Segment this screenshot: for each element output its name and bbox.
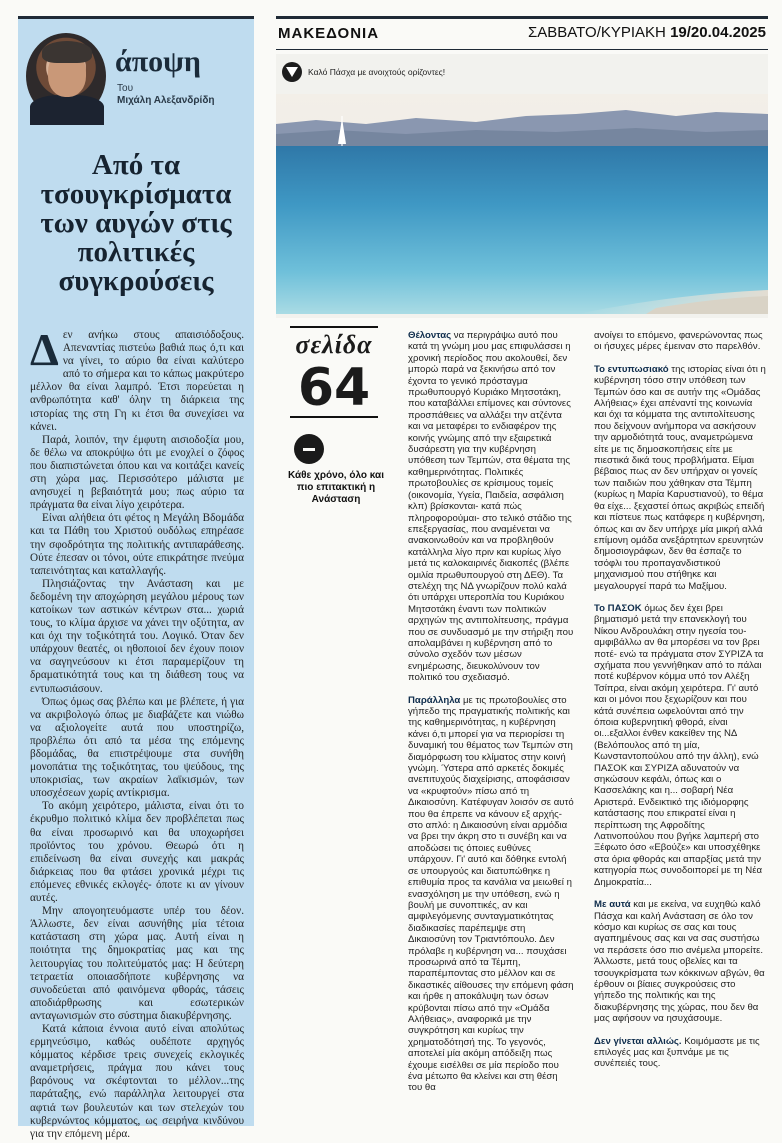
issue-date-value: 19/20.04.2025 bbox=[670, 24, 766, 41]
page-box bbox=[290, 326, 378, 418]
photo-caption: Καλό Πάσχα με ανοιχτούς ορίζοντες! bbox=[308, 67, 446, 77]
issue-days: ΣΑΒΒΑΤΟ/ΚΥΡΙΑΚΗ bbox=[527, 24, 666, 41]
caption-arrow-icon bbox=[282, 62, 302, 82]
drop-cap: Δ bbox=[30, 324, 59, 375]
article-paragraph: Θέλοντας να περιγράψω αυτό που κατά τη γνώμη μου μας επιφυλάσσει η χρονική περίοδος που ακολουθεί, δεν μπορώ παρά να ξεκινήσω από τον έχοντα το γενικό πρόσταγμα πρωθυπουργό Κυριάκο Μητσοτάκη, που καταβάλλει επίμονες και σύντονες προσπάθειες να αλλάξει την ατζέντα και να μεταφέρει το ενδιαφέρον της κοινής γνώμης από την εξαιρετικά δυσάρεστη για την κυβέρνηση υπόθεση των Τεμπών, στα θέματα της καθημερινότητας. Πολιτικές πρωτοβουλίες σε κρίσιμους τομείς (οικονομία, Υγεία, Παιδεία, ασφάλιση κλπ) βρίσκονται- κατά πώς πληροφορούμαι- στο τελικό στάδιο της επεξεργασίας, που αναμένεται να ανακοινωθούν και να προβληθούν κατάλληλα λίγο πριν και κυρίως λίγο μετά τις καλοκαιρινές διακοπές (βλέπε ομιλία πρωθυπουργού στη ΔΕΘ). Τα στελέχη της ΝΔ γνωρίζουν πολύ καλά ότι υπάρχει υπεροπλία του Κυριάκου Μητσοτάκη έναντι των πολιτικών αρχηγών της αντιπολίτευσης, πράγμα που σε συνδυασμό με την στήριξη που απολαμβάνει η κυβέρνηση από το σύνολο σχεδόν των μέσων ενημέρωσης, διευκολύνουν τον πολιτικό του σχεδιασμό. bbox=[408, 330, 574, 684]
opinion-paragraph: Μην απογοητευόμαστε υπέρ του δέον. Άλλωστε, δεν είναι ασυνήθης μία τέτοια κατάσταση στη χώρα μας. Αυτή είναι η ποιότητα της δημοκρατίας μας και της λειτουργίας του πολιτεύματός μας: Η δεύτερη τετραετία οποιασδήποτε κυβέρνησης να συνοδεύεται από φαινόμενα φθοράς, τάσεις αποδιάρθρωσης και εσωτερικών ανταγωνισμών στο σύστημα διακυβέρνησης. bbox=[30, 905, 244, 1022]
minus-icon bbox=[294, 434, 324, 464]
opinion-paragraph: Το ακόμη χειρότερο, μάλιστα, είναι ότι το έκρυθμο πολιτικό κλίμα δεν προβλέπεται πως θα είναι προσωρινό και θα υποχωρήσει προϊόντος του χρόνου. Θεωρώ ότι η επιδείνωση θα είναι συνεχής και μακράς διάρκειας που θα φτάσει χρονικά μέχρι τις επόμενες εθνικές εκλογές- όποτε κι αν γίνουν αυτές. bbox=[30, 800, 244, 905]
opinion-paragraph: Κατά κάποια έννοια αυτό είναι απολύτως ερμηνεύσιμο, καθώς ουδέποτε αρχηγός κόμματος κέρδισε τρεις συνεχείς εκλογικές αναμετρήσεις, πράγμα που κάνει τους βαρόνους να σκέφτονται το μέλλον...της παράταξης, ενώ παράλληλα λειτουργεί στα αφτιά των βουλευτών και των στελεχών του κυβερνώντος κόμματος, ως σειρήνα κινδύνου για την επόμενη μέρα. bbox=[30, 1022, 244, 1140]
sea-landscape-photo bbox=[276, 94, 768, 314]
article-paragraph: Δεν γίνεται αλλιώς. Κοιμόμαστε με τις επιλογές μας και ξυπνάμε με τις συνέπειές τους. bbox=[594, 1035, 760, 1070]
opinion-paragraph: Δεν ανήκω στους απαισιόδοξους. Απεναντίας πιστεύω βαθιά πως ό,τι και να γίνει, το αύριο θα είναι καλύτερο από το σήμερα και το κάπως μακρύτερο μέλλον θα είναι λαμπρό. Έτσι πορεύεται η ανθρωπότητα καθ' όλην τη διάρκεια της ιστορίας της στη Γη κι έτσι θα συνεχίσει να κάνει. bbox=[30, 324, 244, 433]
author-byline bbox=[117, 83, 215, 107]
page-label: σελίδα bbox=[290, 326, 378, 360]
author-avatar bbox=[26, 33, 106, 119]
page-header bbox=[276, 16, 768, 50]
article-paragraph: Με αυτά και με εκείνα, να ευχηθώ καλό Πάσχα και καλή Ανάσταση σε όλο τον κόσμο και κυρίως σε σας και τους αγαπημένους σας και να σας συστήσω να περάσετε όσο πιο ανέμελα μπορείτε. Άλλωστε, μετά τους οβελίες και τα τσουγκρίσματα των κόκκινων αβγών, θα έρθουν οι βίαιες συγκρούσεις στο γήπεδο της πολιτικής και της διακυβέρνησης της χώρας, που δεν θα μας αφήσουν να ησυχάσουμε. bbox=[594, 899, 765, 1025]
byline-prefix: Του bbox=[117, 83, 134, 94]
article-paragraph: Το ΠΑΣΟΚ όμως δεν έχει βρει βηματισμό μετά την επανεκλογή του Νίκου Ανδρουλάκη στην ηγεσία του- αμφιβάλλω αν θα μπορέσει να τον βρει ποτέ- ενώ τα πράγματα στον ΣΥΡΙΖΑ τα σχήματα που γεννήθηκαν από το πάλαι ποτέ κυβέρνον κόμμα υπό τον Αλέξη Τσίπρα, είναι ακόμη χειρότερα. Γι' αυτό και οι μόνοι που ξεχωρίζουν και που κάτά συνέπεια ωφελούνται από την όποια κυβερνητική φθορά, είναι οι...εξαλλοι ένθεν κακείθεν της ΝΔ (Βελόπουλος από τη μία, Κωνσταντοπούλου από την άλλη), ενώ ΠΑΣΟΚ και ΣΥΡΙΖΑ αδυνατούν να σηκώσουν κεφάλι, όπως και ο Κασσελάκης και η... σοβαρή Νέα Αριστερά. Ενδεικτικό της ιδιόμορφης κατάστασης που επικρατεί είναι η περίπτωση της Αφροδίτης Λατινοπούλου που βγήκε λαμπερή στο Ξέφωτο όσο «Εβούζε» και υποσχέθηκε στα όρια φθοράς και απαρξίας μετά την κατηγορία πως συνοδοιπορεί με τη Νέα Δημοκρατία... bbox=[594, 602, 764, 888]
article-paragraph: ανοίγει το επόμενο, φανερώνοντας πως οι ήσυχες μέρες έμειναν στο παρελθόν. bbox=[594, 330, 763, 353]
page-number: 64 bbox=[290, 360, 378, 418]
opinion-paragraph: Παρά, λοιπόν, την έμφυτη αισιοδοξία μου, δε θέλω να αποκρύψω ότι με ενοχλεί ο ζόφος που διαπιστώνεται όπου και να κοιτάξει κανείς στη χώρα μας. Περισσότερο μάλιστα με ανησυχεί η βεβαιότητά μου; πως αύριο τα πράγματα θα είναι λίγο χειρότερα. bbox=[30, 433, 244, 512]
article-paragraph: Παράλληλα με τις πρωτοβουλίες στο γήπεδο της πραγματικής πολιτικής και της καθημερινότητας, η κυβέρνηση κάνει ό,τι μπορεί για να περιορίσει τη δυναμική του θέματος των Τεμπών στη διαμόρφωση του κλίματος στην κοινή γνώμη. Ύστερα από αρκετές δοκιμές ανεπιτυχούς διαχείρισης, αποφάσισαν να «κρυφτούν» πίσω από τη Δικαιοσύνη. Κατέφυγαν λοισόν σε αυτό που θα έπρεπε να κάνουν εξ αρχής- στο απλό: η Δικαιοσύνη είναι αρμόδια να βρει την άκρη στο τι συνέβη και να αποδώσει τις όποιες ευθύνες υπάρχουν. Γι' αυτό και δόθηκε εντολή σε υπουργούς και διατυπώθηκε η επιθυμία προς τα κανάλια να μειωθεί η ενασχόληση με την υπόθεση, ενώ η βουλή με συνοπτικές, αν και αμφιλεγόμενης συνταγματικότητας διαδικασίες παρέπεμψε στη Δικαιοσύνη τον Τριαντόπουλο. Δεν πρόλαβε η κυβέρνηση να... πσυχάσει προσωρινά από τα Τέμπη, παραπέμποντας στο μέλλον και σε δικαστικές αίθουσες την επόμενη φάση και ήρθε η αποκάλυψη των όσων κρύβονται πίσω από την «Ομάδα Αλήθειας», αναφορικά με την συγκρότηση και κυρίως την χρηματοδότησή της. Το γεγονός, αποτελεί μία ακόμη απόδειξη πως έχουμε εισέλθει σε μία περίοδο που ένα μέτωπο θα κλείνει και στη θέση του θα bbox=[408, 694, 574, 1094]
opinion-paragraph: Είναι αλήθεια ότι φέτος η Μεγάλη Βδομάδα και τα Πάθη του Χριστού ουδόλως επηρέασε την σφοδρότητα της πολιτικής αντιπαράθεσης. Ούτε έπεσαν οι τόνοι, ούτε επικράτησε πνεύμα ταπεινότητας και καταλλαγής. bbox=[30, 512, 244, 577]
author-name: Μιχάλη Αλεξανδρίδη bbox=[117, 95, 215, 106]
opinion-title: Από τα τσουγκρίσματα των αυγών στις πολιτικές συγκρούσεις bbox=[40, 149, 232, 297]
article-column-b bbox=[594, 330, 766, 1081]
opinion-label: άποψη bbox=[115, 45, 201, 78]
article-column-a bbox=[408, 330, 574, 1105]
photo-block bbox=[276, 54, 768, 318]
opinion-column bbox=[18, 16, 254, 1140]
opinion-header bbox=[18, 19, 254, 129]
pull-quote: Κάθε χρόνο, όλο και πιο επιτακτική η Ανάσταση bbox=[288, 470, 384, 505]
issue-date bbox=[528, 24, 766, 41]
article-paragraph: Το εντυπωσιακό της ιστορίας είναι ότι η κυβέρνηση τόσο στην υπόθεση των Τεμπών όσο και σε αυτήν της «Ομάδας Αλήθειας» έχει απέναντί της κοινωνία και όχι τα κόμματα της αντιπολίτευσης που δείχνουν ανήμπορα να ασκήσουν την αρμοδιότητά τους, αναμετρώμενα είτε με τις δημοσκοπήσεις είτε με πιεστικά δικά τους προβλήματα. Είμαι βέβαιος πως αν δεν υπήρχαν οι γονείς των παιδιών που χάθηκαν στα Τέμπη (κυρίως η Μαρία Καρυστιανού), το θέμα θα είχε... ξεχαστεί όπως ακριβώς επειδή και πίστευε πως κατάφερε η κυβέρνηση, όπως και αν δεν υπήρχε μία μικρή αλλά επίμονη ομάδα ανεξάρτητων ερευνητών δημοσιογράφων, δεν θα έσπαζε το τσόφλι του προπαγανδιστικού μηχανισμού που στήθηκε και μεγαλουργεί παρά τω Μαξίμου. bbox=[594, 363, 766, 592]
newspaper-name: ΜΑΚΕΔΟΝΙΑ bbox=[278, 25, 380, 42]
opinion-paragraph: Όπως όμως σας βλέπω και με βλέπετε, ή για να ακριβολογώ όπως με διαβάζετε και νιώθω να αξιολογείτε αυτά που υποστηρίζω, προβλέπω ότι από τα μέσα της επόμενης βδομάδας, θα επιστρέψουμε στα συνήθη μονοπάτια της τοξικότητας, του ψεύδους, της υποκρισίας, των ακραίων λαϊκισμών, των υποσχέσεων χωρίς αντίκρισμα. bbox=[30, 695, 244, 800]
opinion-paragraph: Πλησιάζοντας την Ανάσταση και με δεδομένη την αποχώρηση μεγάλου μέρους των κατοίκων των αστικών κέντρων στα... χωριά τους, το κλίμα άρχισε να χάνει την οξύτητα, αν και όχι την τοξικότητά του. Λογικό. Όταν δεν υπάρχουν θεατές, οι ηθοποιοί δεν έχουν ποιον να σαγηνεύσουν κι έτσι παραμερίζουν τη δραματικότητά τους και τη διάθεση τους να εντυπωσιάσουν. bbox=[30, 577, 244, 695]
opinion-body bbox=[18, 324, 254, 1141]
